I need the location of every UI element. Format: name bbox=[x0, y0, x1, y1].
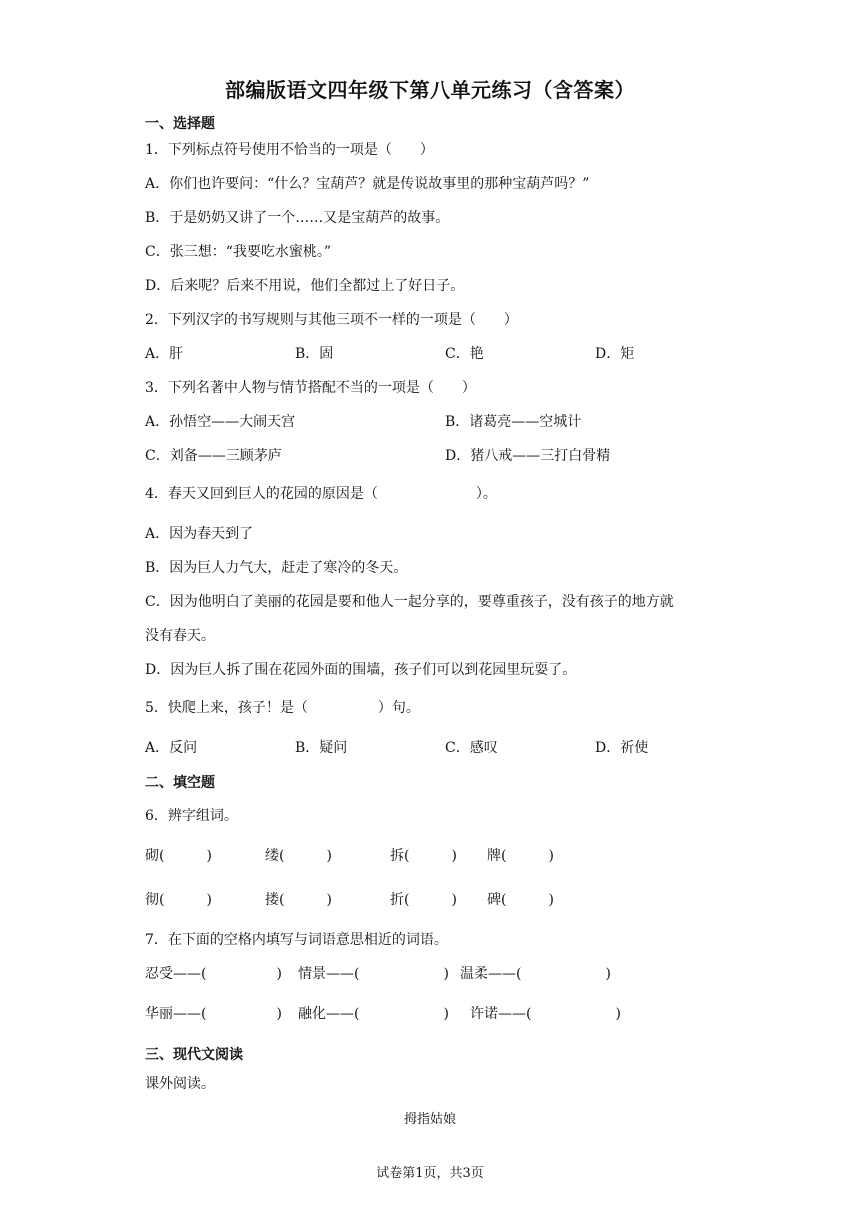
question-1-option-b: B．于是奶奶又讲了一个……又是宝葫芦的故事。 bbox=[145, 210, 450, 226]
question-3-option-d: D．猪八戒——三打白骨精 bbox=[445, 448, 611, 464]
question-6-blank: 砌( ) bbox=[145, 848, 212, 864]
question-5-option-c: C．感叹 bbox=[445, 740, 498, 756]
section-heading-reading: 三、现代文阅读 bbox=[145, 1047, 243, 1063]
question-4-option-c-line2: 没有春天。 bbox=[145, 628, 215, 644]
question-7-blank: 忍受——( ) bbox=[145, 966, 282, 982]
question-5-option-d: D．祈使 bbox=[595, 740, 649, 756]
question-4-option-c-line1: C．因为他明白了美丽的花园是要和他人一起分享的，要尊重孩子，没有孩子的地方就 bbox=[145, 594, 674, 610]
question-7-stem: 7．在下面的空格内填写与词语意思相近的词语。 bbox=[145, 932, 448, 948]
question-4-stem: 4．春天又回到巨人的花园的原因是（ ）。 bbox=[145, 486, 497, 502]
question-1-option-c: C．张三想：“我要吃水蜜桃。” bbox=[145, 244, 332, 260]
section-heading-fill: 二、填空题 bbox=[145, 775, 215, 791]
question-6-blank: 搂( ) bbox=[265, 892, 332, 908]
question-6-blank: 缕( ) bbox=[265, 848, 332, 864]
page-title: 部编版语文四年级下第八单元练习（含答案） bbox=[225, 78, 635, 102]
question-7-blank: 情景——( ) bbox=[298, 966, 449, 982]
question-4-option-b: B．因为巨人力气大，赶走了寒冷的冬天。 bbox=[145, 560, 408, 576]
reading-intro: 课外阅读。 bbox=[145, 1076, 215, 1092]
section-heading-choice: 一、选择题 bbox=[145, 116, 215, 132]
question-7-blank: 华丽——( ) bbox=[145, 1006, 282, 1022]
reading-title: 拇指姑娘 bbox=[403, 1112, 456, 1127]
question-2-option-d: D．矩 bbox=[595, 346, 635, 362]
question-4-option-a: A．因为春天到了 bbox=[145, 526, 254, 542]
question-3-stem: 3．下列名著中人物与情节搭配不当的一项是（ ） bbox=[145, 380, 476, 396]
question-3-option-a: A．孙悟空——大闹天宫 bbox=[145, 414, 296, 430]
question-2-option-b: B．固 bbox=[295, 346, 334, 362]
question-5-option-b: B．疑问 bbox=[295, 740, 348, 756]
question-2-option-a: A．肝 bbox=[145, 346, 184, 362]
question-7-blank: 许诺——( ) bbox=[470, 1006, 621, 1022]
page-footer: 试卷第1页，共3页 bbox=[376, 1166, 484, 1181]
question-6-blank: 牌( ) bbox=[487, 848, 554, 864]
question-6-blank: 碑( ) bbox=[487, 892, 554, 908]
question-1-option-a: A．你们也许要问：“什么？宝葫芦？就是传说故事里的那种宝葫芦吗？” bbox=[145, 176, 590, 192]
question-7-blank: 融化——( ) bbox=[298, 1006, 449, 1022]
question-6-blank: 折( ) bbox=[390, 892, 457, 908]
question-2-option-c: C．艳 bbox=[445, 346, 484, 362]
question-1-stem: 1．下列标点符号使用不恰当的一项是（ ） bbox=[145, 142, 434, 158]
question-5-option-a: A．反问 bbox=[145, 740, 198, 756]
question-1-option-d: D．后来呢？后来不用说，他们全都过上了好日子。 bbox=[145, 278, 465, 294]
question-5-stem: 5．快爬上来，孩子！是（ ）句。 bbox=[145, 700, 420, 716]
question-2-stem: 2．下列汉字的书写规则与其他三项不一样的一项是（ ） bbox=[145, 312, 518, 328]
question-3-option-b: B．诸葛亮——空城计 bbox=[445, 414, 582, 430]
question-6-blank: 彻( ) bbox=[145, 892, 212, 908]
question-3-option-c: C．刘备——三顾茅庐 bbox=[145, 448, 282, 464]
question-4-option-d: D．因为巨人拆了围在花园外面的围墙，孩子们可以到花园里玩耍了。 bbox=[145, 662, 577, 678]
question-6-stem: 6．辨字组词。 bbox=[145, 808, 238, 824]
question-6-blank: 拆( ) bbox=[390, 848, 457, 864]
question-7-blank: 温柔——( ) bbox=[460, 966, 611, 982]
